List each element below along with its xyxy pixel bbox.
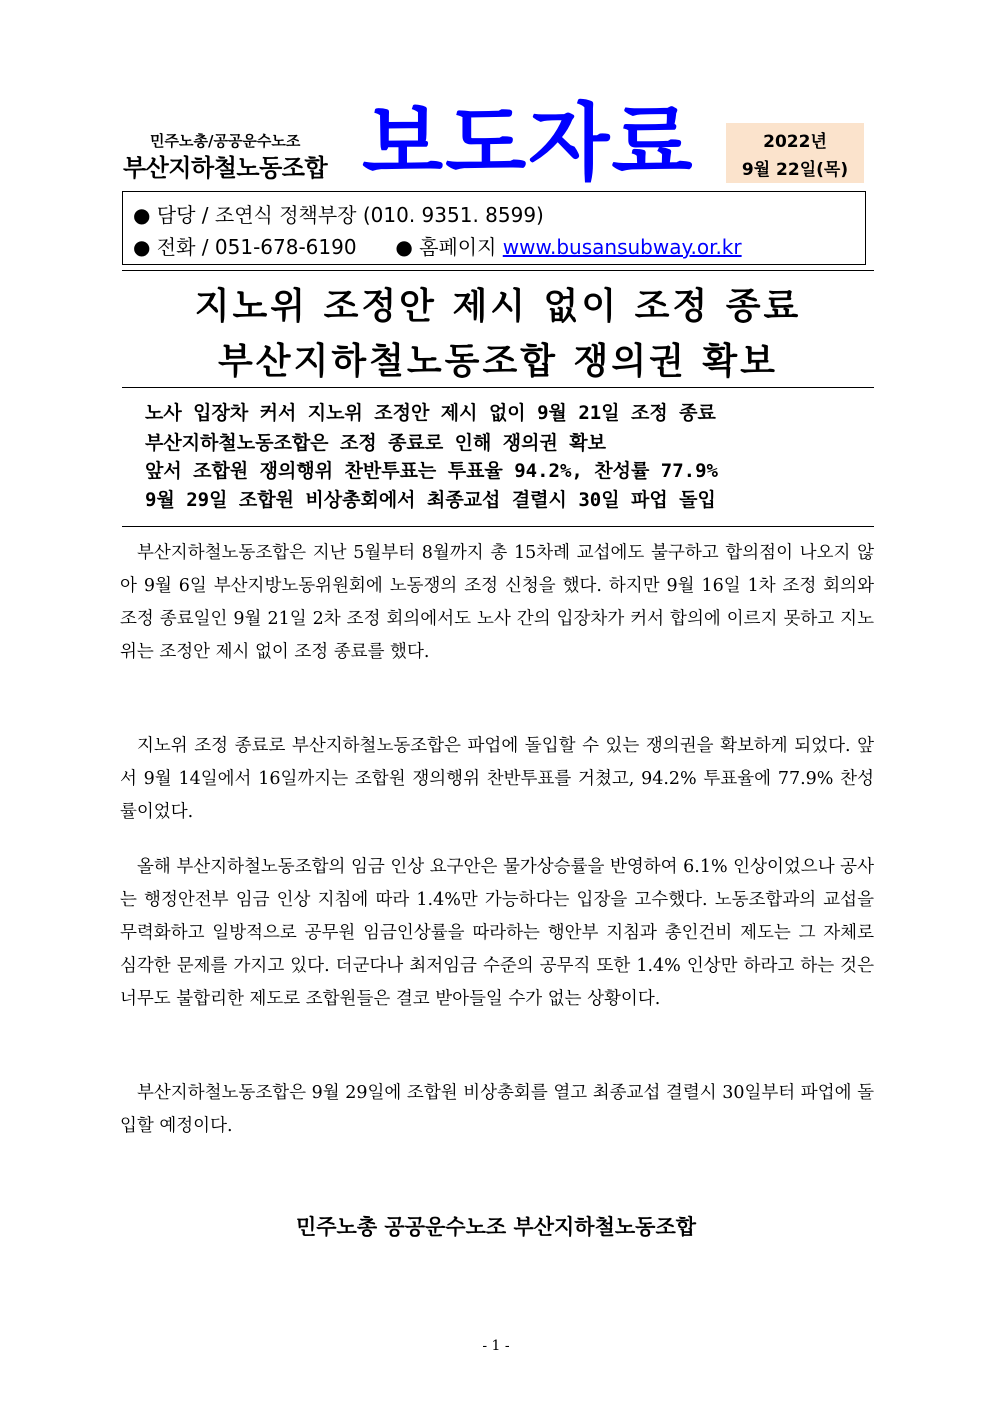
summary-item: 앞서 조합원 쟁의행위 찬반투표는 투표율 94.2%, 찬성률 77.9% bbox=[145, 460, 718, 482]
contact-phone: ● 전화 / 051-678-6190 bbox=[133, 235, 357, 259]
divider-headline bbox=[122, 387, 874, 388]
contact-phone-row bbox=[133, 231, 742, 260]
contact-box bbox=[122, 191, 866, 265]
org-name: 부산지하철노동조합 bbox=[123, 154, 328, 182]
contact-manager: ● 담당 / 조연식 정책부장 (010. 9351. 8599) bbox=[133, 203, 544, 227]
headline-line-2: 부산지하철노동조합 쟁의권 확보 bbox=[218, 341, 778, 382]
divider-top bbox=[122, 270, 874, 271]
date-day: 9월 22일(목) bbox=[741, 160, 849, 180]
summary-item: 부산지하철노동조합은 조정 종료로 인해 쟁의권 확보 bbox=[145, 432, 606, 454]
summary-item: 노사 입장차 커서 지노위 조정안 제시 없이 9월 21일 조정 종료 bbox=[145, 402, 716, 424]
date-box bbox=[726, 123, 864, 183]
footer-organization: 민주노총 공공운수노조 부산지하철노동조합 bbox=[295, 1215, 697, 1239]
headline-line-1: 지노위 조정안 제시 없이 조정 종료 bbox=[194, 286, 802, 327]
org-subtitle: 민주노총/공공운수노조 bbox=[150, 132, 301, 150]
press-release-title: 보도자료 bbox=[362, 94, 695, 192]
homepage-link[interactable]: www.busansubway.or.kr bbox=[502, 235, 742, 259]
divider-summary bbox=[122, 526, 874, 527]
contact-homepage-label: ● 홈페이지 bbox=[395, 235, 497, 259]
body-paragraph: 올해 부산지하철노동조합의 임금 인상 요구안은 물가상승률을 반영하여 6.1% 인상이었으나 공사는 행정안전부 임금 인상 지침에 따라 1.4%만 가능하다는 입장을 고수했다. 노동조합과의 교섭을 무력화하고 일방적으로 공무원 임금인상률을 따라하는 행안부 지침과 총인건비 제도는 그 자체로 심각한 문제를 가지고 있다. 더군다나 최저임금 수준의 공무직 또한 1.4% 인상만 하라고 하는 것은 너무도 불합리한 제도로 조합원들은 결코 받아들일 수가 없는 상황이다. bbox=[120, 857, 874, 1009]
summary-item: 9월 29일 조합원 비상총회에서 최종교섭 결렬시 30일 파업 돌입 bbox=[145, 489, 716, 511]
date-year: 2022년 bbox=[763, 132, 827, 152]
body-paragraph: 부산지하철노동조합은 지난 5월부터 8월까지 총 15차례 교섭에도 불구하고 합의점이 나오지 않아 9월 6일 부산지방노동위원회에 노동쟁의 조정 신청을 했다. 하지만 9월 16일 1차 조정 회의와 조정 종료일인 9월 21일 2차 조정 회의에서도 노사 간의 입장차가 커서 합의에 이르지 못하고 지노위는 조정안 제시 없이 조정 종료를 했다. bbox=[120, 543, 874, 662]
page-number: - 1 - bbox=[482, 1338, 510, 1354]
body-paragraph: 지노위 조정 종료로 부산지하철노동조합은 파업에 돌입할 수 있는 쟁의권을 확보하게 되었다. 앞서 9월 14일에서 16일까지는 조합원 쟁의행위 찬반투표를 거쳤고, 94.2% 투표율에 77.9% 찬성률이었다. bbox=[120, 736, 874, 822]
body-paragraph: 부산지하철노동조합은 9월 29일에 조합원 비상총회를 열고 최종교섭 결렬시 30일부터 파업에 돌입할 예정이다. bbox=[120, 1083, 874, 1136]
